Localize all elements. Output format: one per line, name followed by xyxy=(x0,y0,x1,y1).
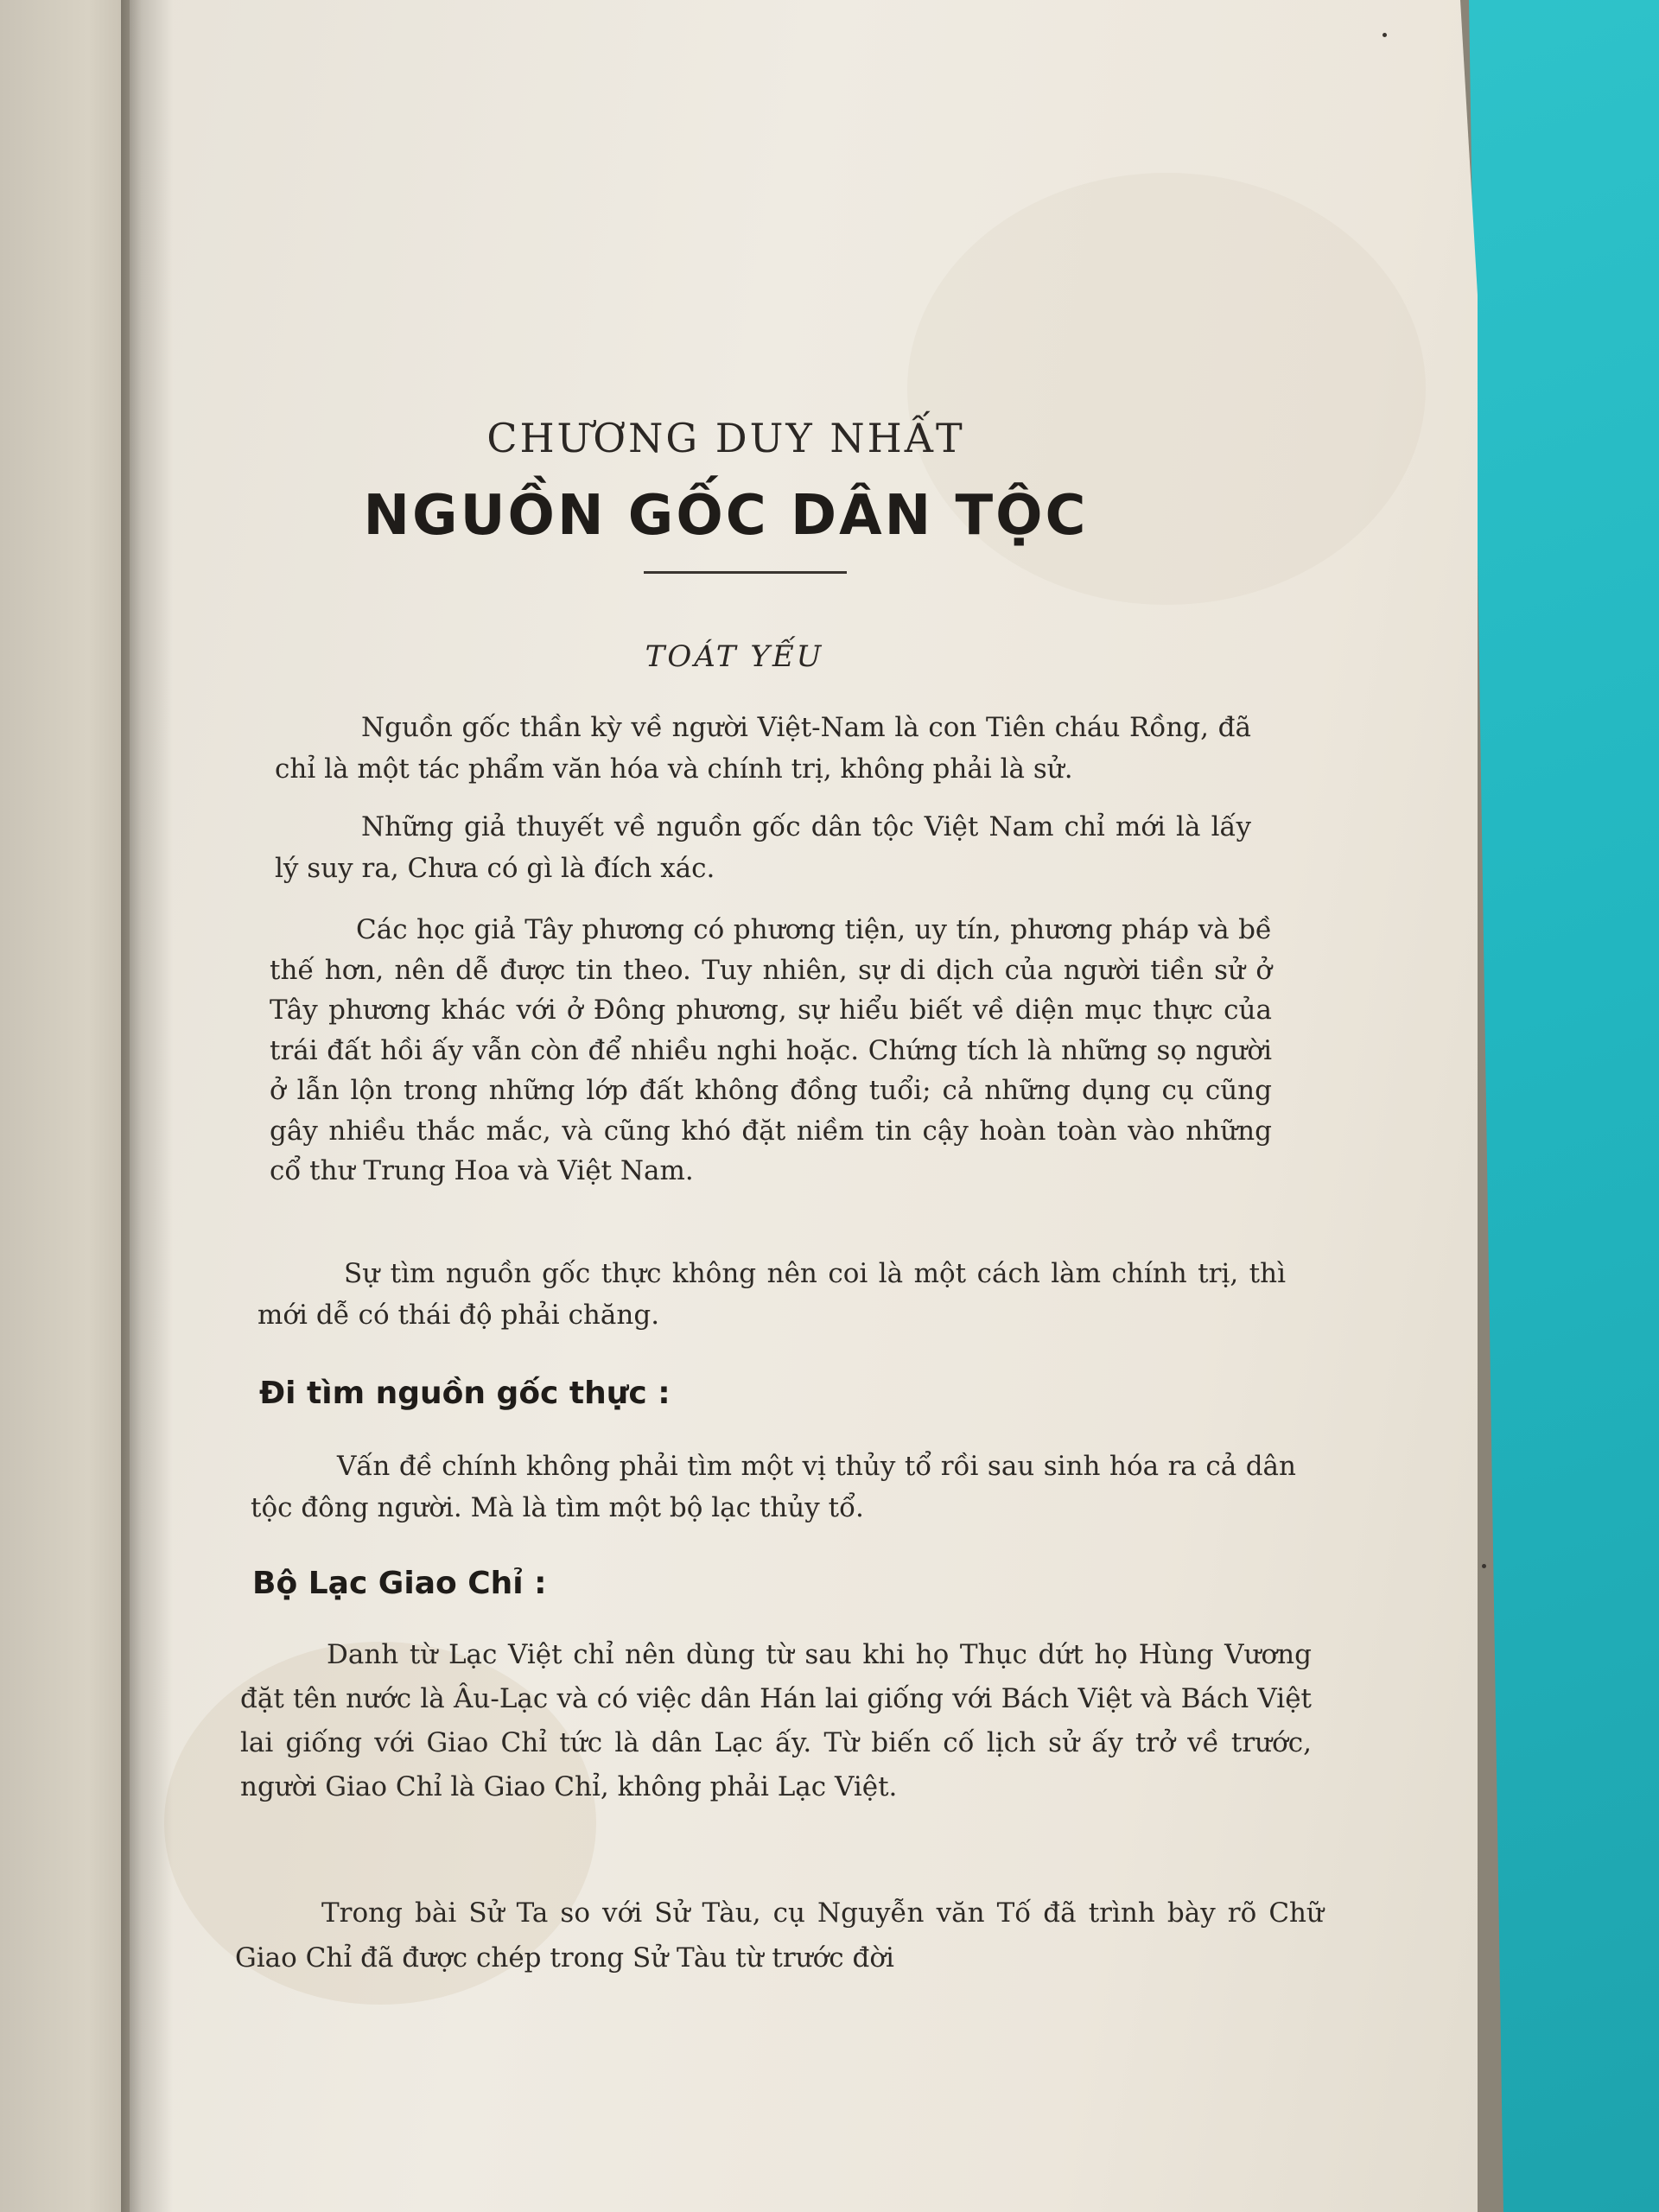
section-paragraph-giao-chi-1: Danh từ Lạc Việt chỉ nên dùng từ sau khi họ Thục dứt họ Hùng Vương đặt tên nước là Âu-Lạc và có việc dân Hán lai giống với Bách Việt và Bách Việt lai giống với Giao Chỉ tức là dân Lạc ấy. Từ biến cố lịch sử ấy trở về trước, người Giao Chỉ là Giao Chỉ, không phải Lạc Việt. xyxy=(240,1639,1312,1802)
summary-paragraph-3: Các học giả Tây phương có phương tiện, uy tín, phương pháp và bề thế hơn, nên dễ được tin theo. Tuy nhiên, sự di dịch của người tiền sử ở Tây phương khác với ở Đông phương, sự hiểu biết về diện mục thực của trái đất hồi ấy vẫn còn để nhiều nghi hoặc. Chứng tích là những sọ người ở lẫn lộn trong những lớp đất không đồng tuổi; cả những dụng cụ cũng gây nhiều thắc mắc, và cũng khó đặt niềm tin cậy hoàn toàn vào những cổ thư Trung Hoa và Việt Nam. xyxy=(270,914,1272,1186)
summary-paragraph-4: Sự tìm nguồn gốc thực không nên coi là một cách làm chính trị, thì mới dễ có thái độ phải chăng. xyxy=(257,1258,1286,1331)
section-heading-origin: Đi tìm nguồn gốc thực : xyxy=(259,1376,671,1411)
section-paragraph-origin: Vấn đề chính không phải tìm một vị thủy tổ rồi sau sinh hóa ra cả dân tộc đông người. Mà là tìm một bộ lạc thủy tổ. xyxy=(251,1451,1296,1523)
title-divider xyxy=(644,571,847,574)
page-speck xyxy=(1382,33,1387,37)
section-heading-giao-chi: Bộ Lạc Giao Chỉ : xyxy=(252,1566,547,1601)
chapter-title: NGUỒN GỐC DÂN TỘC xyxy=(363,484,1089,548)
section-paragraph-giao-chi-2: Trong bài Sử Ta so với Sử Tàu, cụ Nguyễn văn Tố đã trình bày rõ Chữ Giao Chỉ đã được chép trong Sử Tàu từ trước đời xyxy=(235,1897,1324,1974)
summary-paragraph-1: Nguồn gốc thần kỳ về người Việt-Nam là con Tiên cháu Rồng, đã chỉ là một tác phẩm văn hóa và chính trị, không phải là sử. xyxy=(275,712,1251,785)
summary-paragraph-2: Những giả thuyết về nguồn gốc dân tộc Việt Nam chỉ mới là lấy lý suy ra, Chưa có gì là đích xác. xyxy=(275,811,1251,884)
summary-heading: TOÁT YẾU xyxy=(645,639,824,674)
chapter-label: CHƯƠNG DUY NHẤT xyxy=(486,415,965,461)
page-speck xyxy=(1482,1564,1486,1568)
